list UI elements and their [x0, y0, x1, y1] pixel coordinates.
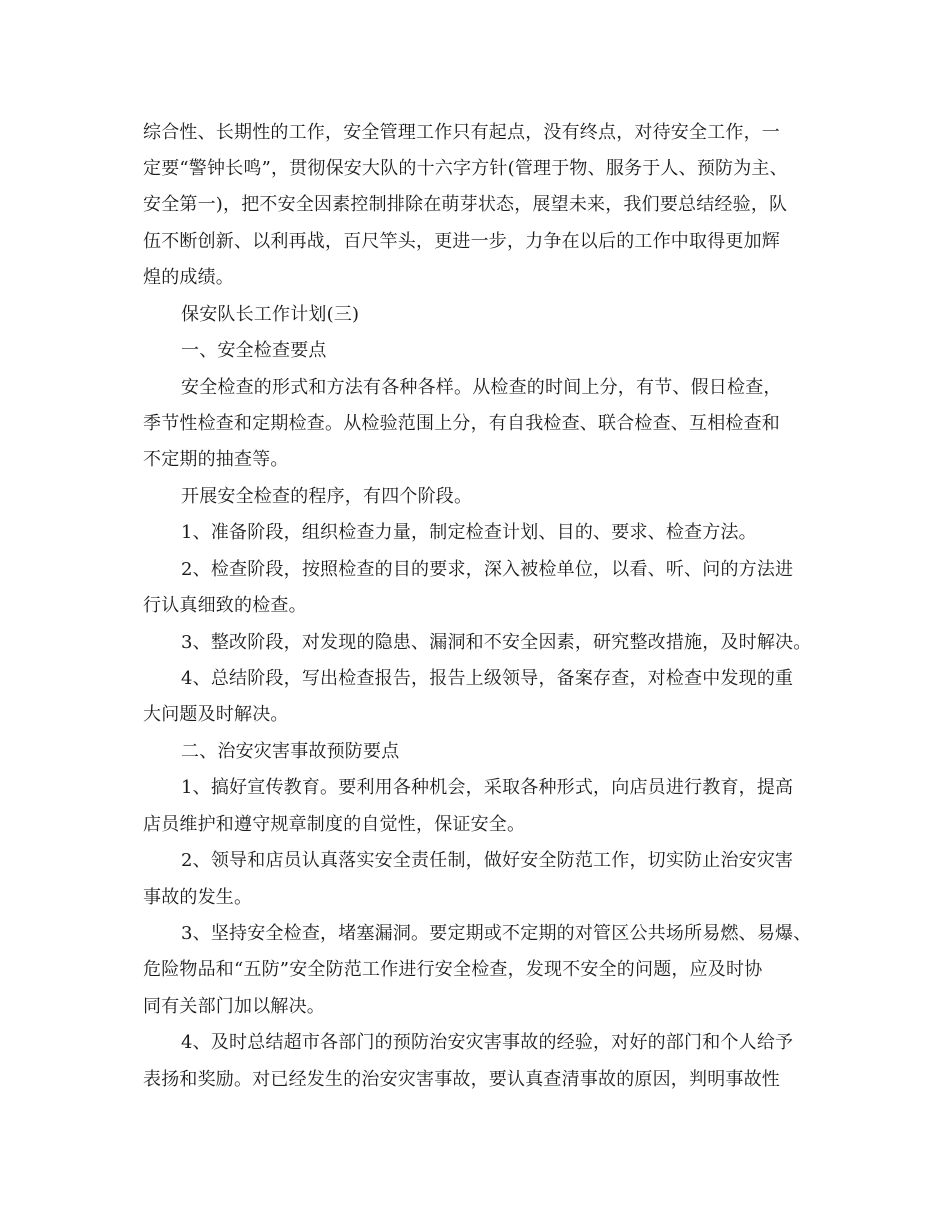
text-line: 安全检查的形式和方法有各种各样。从检查的时间上分，有节、假日检查，: [181, 377, 782, 398]
text-line: 店员维护和遵守规章制度的自觉性，保证安全。: [143, 814, 526, 835]
text-line: 煌的成绩。: [143, 267, 234, 288]
list-item: 2、检查阶段，按照检查的目的要求，深入被检单位，以看、听、问的方法进: [181, 559, 794, 580]
list-item: 1、准备阶段，组织检查力量，制定检查计划、目的、要求、检查方法。: [181, 522, 757, 543]
text-line: 综合性、长期性的工作，安全管理工作只有起点，没有终点，对待安全工作，一: [143, 122, 780, 143]
list-item: 4、及时总结超市各部门的预防治安灾害事故的经验，对好的部门和个人给予: [181, 1032, 794, 1053]
section-heading: 一、安全检查要点: [181, 340, 327, 361]
text-line: 季节性检查和定期检查。从检验范围上分，有自我检查、联合检查、互相检查和: [143, 413, 780, 434]
text-line: 事故的发生。: [143, 887, 253, 908]
section-title: 保安队长工作计划(三): [181, 304, 360, 325]
text-line: 危险物品和“五防”安全防范工作进行安全检查，发现不安全的问题，应及时协: [143, 959, 763, 980]
text-line: 安全第一)，把不安全因素控制排除在萌芽状态，展望未来，我们要总结经验，队: [143, 194, 788, 215]
section-heading: 二、治安灾害事故预防要点: [181, 741, 400, 762]
text-line: 开展安全检查的程序，有四个阶段。: [181, 486, 473, 507]
list-item: 2、领导和店员认真落实安全责任制，做好安全防范工作，切实防止治安灾害: [181, 850, 794, 871]
text-line: 大问题及时解决。: [143, 704, 289, 725]
text-line: 同有关部门加以解决。: [143, 996, 325, 1017]
list-item: 3、坚持安全检查，堵塞漏洞。要定期或不定期的对管区公共场所易燃、易爆、: [181, 923, 812, 944]
text-line: 不定期的抽查等。: [143, 449, 289, 470]
text-line: 伍不断创新、以利再战，百尺竿头，更进一步，力争在以后的工作中取得更加辉: [143, 231, 780, 252]
text-line: 表扬和奖励。对已经发生的治安灾害事故，要认真查清事故的原因，判明事故性: [143, 1069, 780, 1090]
list-item: 3、整改阶段，对发现的隐患、漏洞和不安全因素，研究整改措施，及时解决。: [181, 632, 812, 653]
text-line: 行认真细致的检查。: [143, 595, 307, 616]
list-item: 1、搞好宣传教育。要利用各种机会，采取各种形式，向店员进行教育，提高: [181, 777, 794, 798]
list-item: 4、总结阶段，写出检查报告，报告上级领导，备案存查，对检查中发现的重: [181, 668, 794, 689]
text-line: 定要“警钟长鸣”，贯彻保安大队的十六字方针(管理于物、服务于人、预防为主、: [143, 158, 788, 179]
